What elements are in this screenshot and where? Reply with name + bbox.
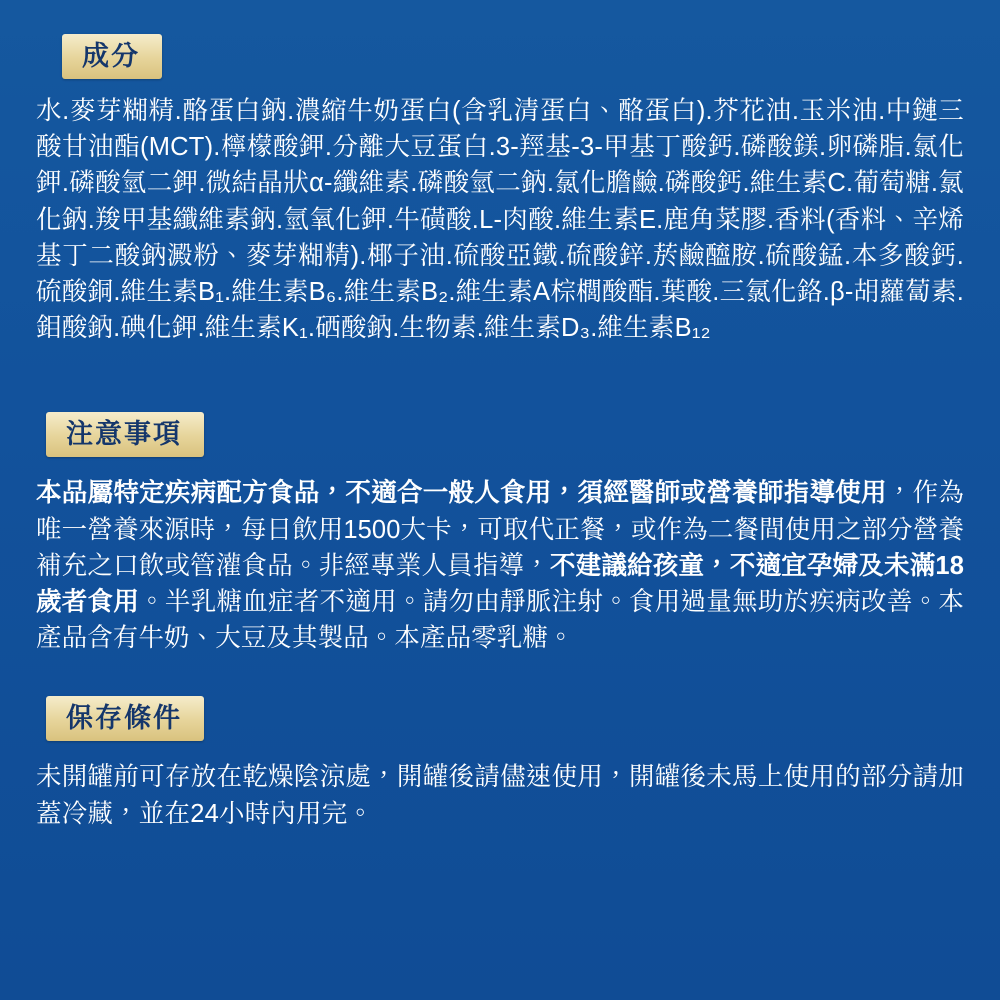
ingredients-section [36, 34, 964, 346]
notes-text-1: ，作為唯一營養來源時，每日飲用1500大卡，可取代正餐，或作為二餐間使用之部分營養補充之口飲或管灌食品。非經專業人員指導， [36, 479, 964, 580]
storage-section [36, 696, 964, 831]
storage-heading: 保存條件 [46, 696, 204, 741]
notes-bold-2: 不建議給孩童，不適宜孕婦及未滿18歲者食用 [36, 551, 964, 617]
ingredients-heading: 成分 [62, 34, 162, 79]
notes-text-2: 。半乳糖血症者不適用。請勿由靜脈注射。食用過量無助於疾病改善。本產品含有牛奶、大豆及其製品。本產品零乳糖。 [36, 588, 965, 653]
notes-section [36, 412, 964, 656]
notes-body [36, 475, 964, 656]
notes-heading: 注意事項 [46, 412, 204, 457]
storage-body: 未開罐前可存放在乾燥陰涼處，開罐後請儘速使用，開罐後未馬上使用的部分請加蓋冷藏，並在24小時內用完。 [36, 763, 964, 828]
ingredients-body: 水.麥芽糊精.酪蛋白鈉.濃縮牛奶蛋白(含乳清蛋白、酪蛋白).芥花油.玉米油.中鏈三酸甘油酯(MCT).檸檬酸鉀.分離大豆蛋白.3-羥基-3-甲基丁酸鈣.磷酸鎂.卵磷脂.氯化鉀.磷酸氫二鉀.微結晶狀α-纖維素.磷酸氫二鈉.氯化膽鹼.磷酸鈣.維生素C.葡萄糖.氯化鈉.羧甲基纖維素鈉.氫氧化鉀.牛磺酸.L-肉酸.維生素E.鹿角菜膠.香料(香料、辛烯基丁二酸鈉澱粉、麥芽糊精).椰子油.硫酸亞鐵.硫酸鋅.菸鹼醯胺.硫酸錳.本多酸鈣.硫酸銅.維生素B₁.維生素B₆.維生素B₂.維生素A棕櫚酸酯.葉酸.三氯化鉻.β-胡蘿蔔素.鉬酸鈉.碘化鉀.維生素K₁.硒酸鈉.生物素.維生素D₃.維生素B₁₂ [36, 97, 964, 343]
notes-bold-1: 本品屬特定疾病配方食品，不適合一般人食用，須經醫師或營養師指導使用 [36, 479, 887, 508]
